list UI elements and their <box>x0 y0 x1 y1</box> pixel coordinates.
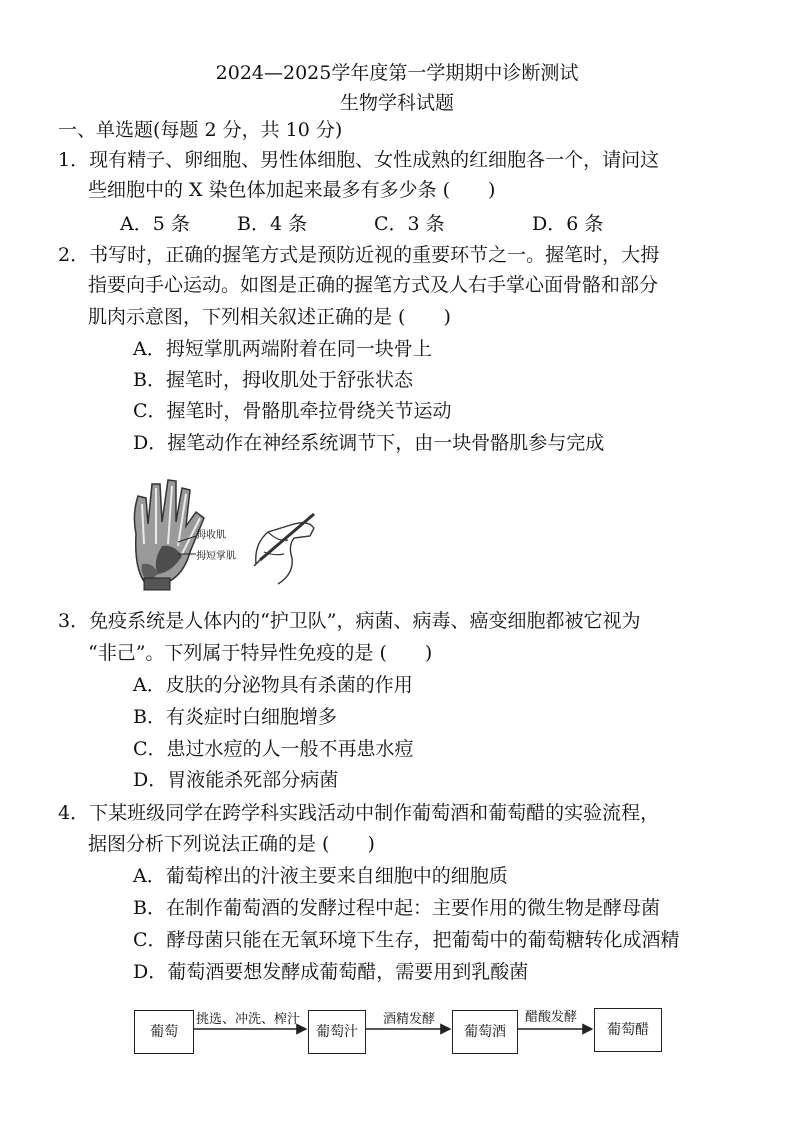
flow-box-grape: 葡萄 <box>134 1010 194 1054</box>
exam-title: 2024—2025学年度第一学期期中诊断测试 <box>215 62 579 84</box>
q3-stem-line2: “非己”。下列属于特异性免疫的是 ( ) <box>88 642 433 664</box>
hand-figure <box>118 474 330 592</box>
q2-option-d: D．握笔动作在神经系统调节下，由一块骨骼肌参与完成 <box>133 432 605 454</box>
q3-option-a: A．皮肤的分泌物具有杀菌的作用 <box>133 674 413 696</box>
q4-stem-line2: 据图分析下列说法正确的是 ( ) <box>88 833 375 855</box>
q4-option-b: B．在制作葡萄酒的发酵过程中起：主要作用的微生物是酵母菌 <box>133 897 660 919</box>
flow-box-wine: 葡萄酒 <box>452 1010 518 1054</box>
flow-box-juice: 葡萄汁 <box>308 1010 366 1054</box>
q3-stem-line1: 3．免疫系统是人体内的“护卫队”，病菌、病毒、癌变细胞都被它视为 <box>58 610 641 632</box>
label-short-palmar: 拇短掌肌 <box>196 551 236 562</box>
q1-option-b: B．4 条 <box>237 213 308 235</box>
q1-option-c: C．3 条 <box>374 213 445 235</box>
label-thumb-adductor: 拇收肌 <box>196 530 226 541</box>
flow-step-3: 醋酸发酵 <box>525 1010 578 1025</box>
process-flowchart <box>0 1000 794 1070</box>
q2-stem-line2: 指要向手心运动。如图是正确的握笔方式及人右手掌心面骨骼和部分 <box>88 274 659 296</box>
flow-arrows <box>0 1000 794 1070</box>
q3-option-b: B．有炎症时白细胞增多 <box>133 706 337 728</box>
q3-option-d: D．胃液能杀死部分病菌 <box>133 769 339 791</box>
section-heading: 一、单选题(每题 2 分，共 10 分) <box>58 119 343 141</box>
q4-option-c: C．酵母菌只能在无氧环境下生存，把葡萄中的葡萄糖转化成酒精 <box>133 929 680 951</box>
q1-stem-line1: 1．现有精子、卵细胞、男性体细胞、女性成熟的红细胞各一个，请问这 <box>58 149 660 171</box>
q2-option-a: A．拇短掌肌两端附着在同一块骨上 <box>133 338 432 360</box>
q2-option-b: B．握笔时，拇收肌处于舒张状态 <box>133 369 413 391</box>
flow-box-vinegar: 葡萄醋 <box>594 1008 662 1052</box>
flow-step-1: 挑选、冲洗、榨汁 <box>196 1012 301 1027</box>
q4-option-a: A．葡萄榨出的汁液主要来自细胞中的细胞质 <box>133 865 508 887</box>
q3-option-c: C．患过水痘的人一般不再患水痘 <box>133 738 414 760</box>
q2-stem-line1: 2．书写时，正确的握笔方式是预防近视的重要环节之一。握笔时，大拇 <box>58 244 660 266</box>
q2-stem-line3: 肌肉示意图，下列相关叙述正确的是 ( ) <box>88 306 451 328</box>
flow-step-2: 酒精发酵 <box>383 1012 436 1027</box>
q1-stem-line2: 些细胞中的 X 染色体加起来最多有多少条 ( ) <box>88 179 496 201</box>
q4-stem-line1: 4．下某班级同学在跨学科实践活动中制作葡萄酒和葡萄醋的实验流程， <box>58 802 660 824</box>
q1-option-a: A．5 条 <box>120 213 190 235</box>
q4-option-d: D．葡萄酒要想发酵成葡萄醋，需要用到乳酸菌 <box>133 961 529 983</box>
exam-subtitle: 生物学科试题 <box>339 92 454 114</box>
q2-option-c: C．握笔时，骨骼肌牵拉骨绕关节运动 <box>133 400 452 422</box>
q1-option-d: D．6 条 <box>532 213 604 235</box>
